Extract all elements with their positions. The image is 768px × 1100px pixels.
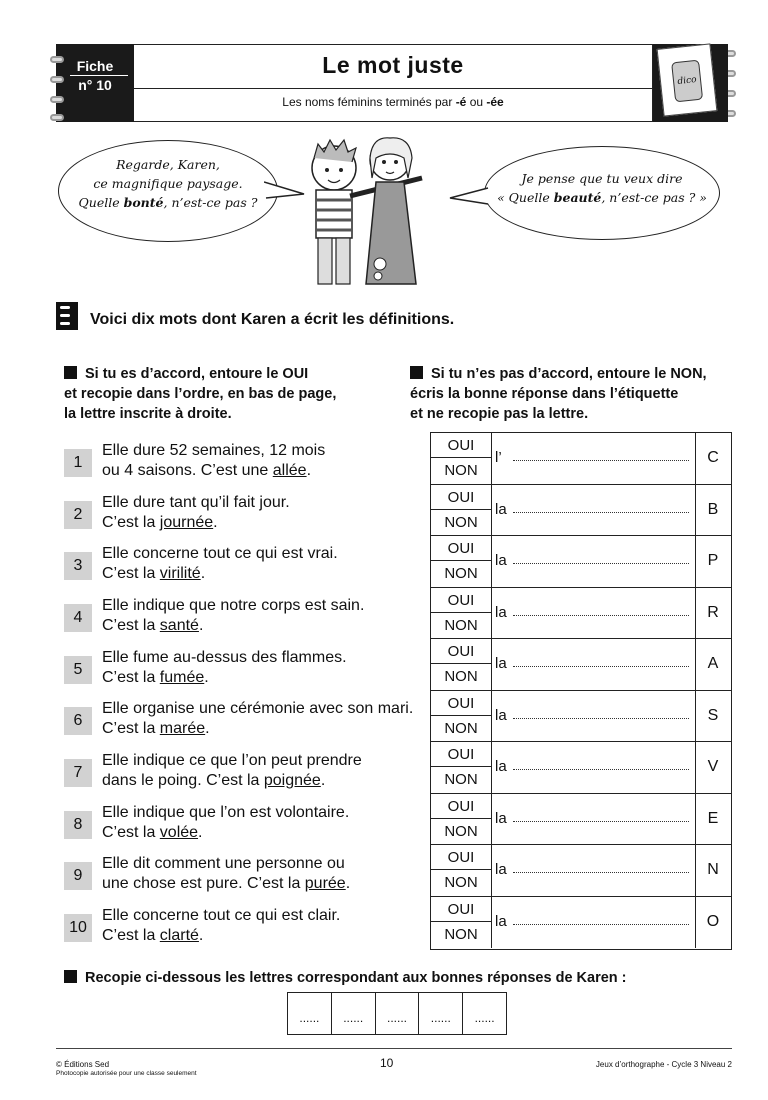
- item-text: [102, 544, 442, 584]
- column-divider: [491, 845, 492, 896]
- bottom-instruction-text: Recopie ci-dessous les lettres correspondant aux bonnes réponses de Karen :: [85, 970, 627, 986]
- item-number: 7: [64, 759, 92, 787]
- answer-article: la: [495, 758, 507, 775]
- bubble-left-bold: bonté: [123, 195, 164, 210]
- item-word: poignée: [263, 772, 321, 789]
- non-option[interactable]: NON: [444, 771, 478, 789]
- item-number: 8: [64, 811, 92, 839]
- item-line2: [102, 564, 442, 584]
- oui-option[interactable]: OUI: [431, 485, 491, 510]
- left-instruction-text: Si tu es d’accord, entoure le OUI: [85, 366, 309, 382]
- answer-field[interactable]: [513, 504, 689, 513]
- footer-divider: [56, 1048, 732, 1049]
- item-line2-text: C’est la: [102, 720, 160, 737]
- table-row: [431, 433, 731, 485]
- fiche-label: Fiche: [76, 58, 114, 74]
- children-illustration: [292, 128, 442, 288]
- table-row: [431, 897, 731, 949]
- oui-option[interactable]: OUI: [431, 897, 491, 923]
- table-row: [431, 485, 731, 537]
- footer-note: Photocopie autorisée pour une classe seulement: [56, 1070, 197, 1077]
- bubble-right-line2: [485, 188, 719, 207]
- right-instruction-line3: et ne recopie pas la lettre.: [410, 406, 589, 422]
- column-divider: [491, 639, 492, 690]
- definition-item: [64, 699, 434, 749]
- column-divider: [491, 485, 492, 536]
- item-number: 1: [64, 449, 92, 477]
- item-line2-text: une chose est pure. C’est la: [102, 875, 305, 892]
- item-line2-end: .: [204, 669, 209, 686]
- bubble-right-text: « Quelle: [497, 190, 554, 205]
- oui-option[interactable]: OUI: [431, 845, 491, 870]
- item-line1: Elle organise une cérémonie avec son mari.: [102, 700, 414, 717]
- footer-copyright: © Éditions Sed: [56, 1060, 110, 1069]
- item-line2: [102, 719, 442, 739]
- intro-text: Voici dix mots dont Karen a écrit les définitions.: [90, 311, 455, 328]
- definition-item: [64, 751, 434, 801]
- dico-jar-icon: [657, 43, 718, 116]
- non-option[interactable]: NON: [444, 719, 478, 737]
- table-row: [431, 588, 731, 640]
- item-line1: Elle indique que l’on est volontaire.: [102, 804, 350, 821]
- table-row: [431, 845, 731, 897]
- subtitle-ending-1: -é: [455, 95, 467, 109]
- item-word: fumée: [159, 669, 205, 686]
- table-row: [431, 639, 731, 691]
- answer-table: [430, 432, 732, 950]
- answer-letter: S: [707, 706, 719, 724]
- non-option[interactable]: NON: [444, 822, 478, 840]
- answer-article: la: [495, 552, 507, 569]
- left-instruction-line2: et recopie dans l’ordre, en bas de page,: [64, 386, 337, 402]
- item-line2-text: C’est la: [102, 824, 160, 841]
- item-line1: Elle indique que notre corps est sain.: [102, 597, 365, 614]
- page-subtitle: [134, 95, 652, 109]
- item-text: [102, 803, 442, 843]
- page-title: Le mot juste: [322, 52, 464, 78]
- item-line1: Elle dure tant qu’il fait jour.: [102, 494, 290, 511]
- item-text: [102, 493, 442, 533]
- definition-item: [64, 596, 434, 646]
- fiche-divider: [70, 75, 128, 76]
- item-number: 5: [64, 656, 92, 684]
- answer-field[interactable]: [513, 761, 689, 770]
- column-divider: [491, 742, 492, 793]
- item-line2-text: C’est la: [102, 617, 160, 634]
- left-instruction-line3: la lettre inscrite à droite.: [64, 406, 232, 422]
- item-line2-end: .: [345, 875, 351, 892]
- letter-box[interactable]: ......: [376, 993, 420, 1034]
- bubble-left-line1: Regarde, Karen,: [116, 157, 220, 172]
- answer-article: la: [495, 861, 507, 878]
- non-option[interactable]: NON: [444, 462, 478, 480]
- oui-option[interactable]: OUI: [431, 536, 491, 561]
- answer-article: la: [495, 809, 507, 827]
- answer-letter: C: [707, 449, 719, 466]
- subtitle-text: Les noms féminins terminés par: [282, 95, 456, 109]
- item-line2: [102, 461, 442, 481]
- left-instruction-line1: [64, 364, 404, 384]
- bullet-square-icon: [410, 366, 423, 379]
- item-text: [102, 751, 442, 791]
- item-line2: [102, 823, 442, 843]
- item-line2-text: C’est la: [102, 927, 160, 944]
- answer-letter: O: [706, 912, 720, 930]
- item-text: [102, 854, 442, 894]
- non-option[interactable]: NON: [444, 565, 478, 583]
- column-divider: [491, 536, 492, 587]
- item-text: [102, 906, 442, 946]
- item-line2-text: ou 4 saisons. C’est une: [102, 462, 273, 479]
- item-number: 2: [64, 501, 92, 529]
- oui-option[interactable]: OUI: [431, 742, 491, 767]
- column-divider: [491, 691, 492, 742]
- item-line2: [102, 874, 442, 894]
- answer-letter: R: [707, 603, 719, 621]
- item-line1: Elle fume au-dessus des flammes.: [102, 649, 347, 666]
- item-line2: [102, 668, 442, 688]
- item-line2: [102, 771, 442, 791]
- bullet-square-icon: [64, 366, 77, 379]
- table-row: [431, 794, 731, 846]
- item-word: journée: [159, 514, 214, 531]
- item-word: purée: [304, 875, 346, 892]
- item-line1: Elle dit comment une personne ou: [102, 855, 345, 872]
- oui-option[interactable]: OUI: [431, 794, 491, 819]
- subtitle-ending-2: -ée: [486, 95, 504, 109]
- item-number: 10: [64, 914, 92, 942]
- definition-item: [64, 441, 434, 491]
- table-row: [431, 691, 731, 743]
- item-text: [102, 699, 442, 739]
- item-line1: Elle concerne tout ce qui est clair.: [102, 907, 341, 924]
- answer-field[interactable]: [513, 658, 689, 667]
- letter-boxes: [287, 992, 507, 1035]
- item-line2-end: .: [306, 462, 312, 479]
- bullet-square-icon: [64, 970, 77, 983]
- letter-box[interactable]: ......: [332, 993, 376, 1034]
- item-line2-text: dans le poing. C’est la: [102, 772, 264, 789]
- binder-ring-icon: [50, 56, 64, 63]
- bubble-left-line2: ce magnifique paysage.: [93, 176, 243, 191]
- item-text: [102, 596, 442, 636]
- answer-field[interactable]: [513, 916, 689, 925]
- answer-article: la: [495, 655, 507, 672]
- definition-item: [64, 906, 434, 956]
- bubble-right-line1: Je pense que tu veux dire: [521, 171, 683, 186]
- answer-letter: B: [707, 500, 719, 518]
- speech-bubble-left: [58, 140, 278, 242]
- non-option[interactable]: NON: [444, 616, 478, 634]
- binder-ring-icon: [50, 114, 64, 121]
- intro-icon: [56, 302, 78, 330]
- answer-field[interactable]: [513, 710, 689, 719]
- right-instruction-text: Si tu n’es pas d’accord, entoure le NON,: [431, 366, 707, 382]
- item-line1: Elle dure 52 semaines, 12 mois: [102, 442, 326, 459]
- item-number: 9: [64, 862, 92, 890]
- item-line2-end: .: [200, 565, 206, 582]
- item-line1: Elle indique ce que l’on peut prendre: [102, 752, 362, 769]
- item-number: 6: [64, 707, 92, 735]
- answer-letter: V: [707, 758, 719, 775]
- dico-label: dico: [677, 75, 698, 87]
- item-number: 4: [64, 604, 92, 632]
- definition-item: [64, 803, 434, 853]
- fiche-number: n° 10: [78, 77, 112, 93]
- binder-ring-icon: [50, 96, 64, 103]
- item-line2: [102, 513, 442, 533]
- item-line2-text: C’est la: [102, 565, 160, 582]
- item-word: allée: [272, 462, 307, 479]
- letter-box[interactable]: ......: [419, 993, 463, 1034]
- item-line2-text: C’est la: [102, 669, 160, 686]
- item-text: [102, 441, 442, 481]
- bubble-tail-right: [448, 186, 490, 210]
- bubble-left-text: Quelle: [78, 195, 124, 210]
- binder-ring-icon: [50, 76, 64, 83]
- bottom-instruction: [64, 968, 627, 988]
- table-row: [431, 536, 731, 588]
- bubble-left-text-end: , n’est-ce pas ?: [163, 195, 258, 210]
- letter-box[interactable]: ......: [288, 993, 332, 1034]
- jar-shape: [671, 60, 703, 103]
- answer-field[interactable]: [513, 607, 689, 616]
- answer-article: la: [495, 706, 507, 724]
- item-line2-end: .: [198, 824, 203, 841]
- oui-option[interactable]: OUI: [431, 691, 491, 716]
- item-text: [102, 648, 442, 688]
- item-line2: [102, 616, 442, 636]
- right-instruction-line1: [410, 364, 740, 384]
- answer-article: la: [495, 500, 507, 518]
- subtitle-text-mid: ou: [466, 95, 487, 109]
- item-line2-end: .: [213, 514, 218, 531]
- item-number: 3: [64, 552, 92, 580]
- answer-field[interactable]: [513, 813, 689, 822]
- answer-letter: A: [707, 655, 719, 672]
- left-instruction: [64, 364, 404, 424]
- answer-article: la: [495, 603, 507, 621]
- item-line2-end: .: [205, 720, 210, 737]
- right-instruction-line2: écris la bonne réponse dans l’étiquette: [410, 386, 679, 402]
- oui-option[interactable]: OUI: [431, 433, 491, 458]
- non-option[interactable]: NON: [444, 513, 478, 531]
- oui-option[interactable]: OUI: [431, 588, 491, 613]
- item-word: volée: [159, 824, 199, 841]
- definition-item: [64, 493, 434, 543]
- item-line2-end: .: [198, 617, 204, 634]
- answer-letter: P: [707, 552, 719, 569]
- table-row: [431, 742, 731, 794]
- bubble-right-bold: beauté: [553, 190, 602, 205]
- answer-letter: E: [707, 809, 719, 827]
- answer-field[interactable]: [513, 452, 689, 461]
- answer-letter: N: [707, 861, 719, 878]
- column-divider: [491, 897, 492, 949]
- item-line1: Elle concerne tout ce qui est vrai.: [102, 545, 338, 562]
- item-line2: [102, 926, 442, 946]
- item-word: clarté: [159, 927, 199, 944]
- answer-field[interactable]: [513, 864, 689, 873]
- non-option[interactable]: NON: [444, 668, 478, 686]
- answer-field[interactable]: [513, 555, 689, 564]
- column-divider: [491, 794, 492, 845]
- item-line2-end: .: [198, 927, 204, 944]
- speech-bubble-right: [484, 146, 720, 240]
- item-word: virilité: [159, 565, 201, 582]
- definition-item: [64, 544, 434, 594]
- non-option[interactable]: NON: [444, 874, 478, 892]
- non-option[interactable]: NON: [444, 926, 478, 944]
- column-divider: [491, 433, 492, 484]
- column-divider: [491, 588, 492, 639]
- letter-box[interactable]: ......: [474, 1011, 495, 1025]
- item-word: marée: [159, 720, 206, 737]
- item-line2-text: C’est la: [102, 514, 160, 531]
- answer-article: la: [495, 912, 507, 930]
- bubble-left-line3: [59, 193, 277, 212]
- page-number: 10: [380, 1056, 394, 1070]
- definition-item: [64, 854, 434, 904]
- fiche-block: [56, 44, 134, 122]
- item-word: santé: [159, 617, 199, 634]
- definition-item: [64, 648, 434, 698]
- right-instruction: [410, 364, 740, 424]
- item-line2-end: .: [320, 772, 326, 789]
- answer-article: l’: [495, 449, 502, 466]
- oui-option[interactable]: OUI: [431, 639, 491, 664]
- footer-series: Jeux d’orthographe - Cycle 3 Niveau 2: [595, 1060, 732, 1069]
- bubble-right-text-end: , n’est-ce pas ? »: [601, 190, 707, 205]
- title-divider: [134, 88, 652, 89]
